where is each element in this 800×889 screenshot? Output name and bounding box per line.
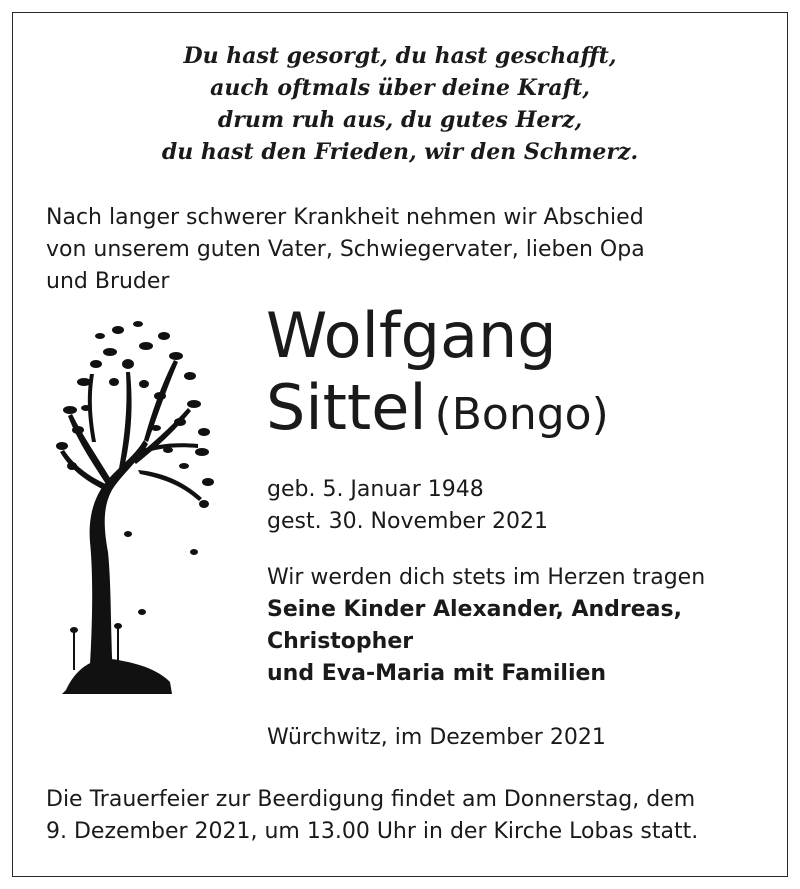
intro-line: von unserem guten Vater, Schwiegervater, lieben Opa [46,237,645,262]
poem [0,40,800,168]
family-line: und Eva-Maria mit Familien [267,661,607,686]
intro-line: Nach langer schwerer Krankheit nehmen wir Abschied [46,205,644,230]
first-name: Wolfgang [266,299,557,372]
funeral-line: 9. Dezember 2021, um 13.00 Uhr in der Kirche Lobas statt. [46,819,699,844]
intro-text [46,202,766,298]
tree-icon [48,312,228,694]
deceased-name [266,300,609,451]
poem-line: du hast den Frieden, wir den Schmerz. [161,139,639,165]
tree-leaves [56,321,214,670]
nickname: (Bongo) [434,389,609,440]
family-line: Seine Kinder Alexander, Andreas, [267,597,682,622]
funeral-line: Die Trauerfeier zur Beerdigung findet am Donnerstag, dem [46,787,696,812]
funeral-notice [46,784,698,848]
birth-date: geb. 5. Januar 1948 [267,477,484,502]
intro-line: und Bruder [46,269,170,294]
last-name: Sittel [266,371,427,444]
life-dates [267,474,548,538]
place-date: Würchwitz, im Dezember 2021 [267,725,606,750]
death-date: gest. 30. November 2021 [267,509,548,534]
poem-line: Du hast gesorgt, du hast geschafft, [183,43,617,69]
poem-line: drum ruh aus, du gutes Herz, [217,107,583,133]
poem-line: auch oftmals über deine Kraft, [210,75,590,101]
family-intro: Wir werden dich stets im Herzen tragen [267,565,706,590]
family-line: Christopher [267,629,414,654]
family-block [267,562,705,690]
last-name-row [266,372,609,451]
